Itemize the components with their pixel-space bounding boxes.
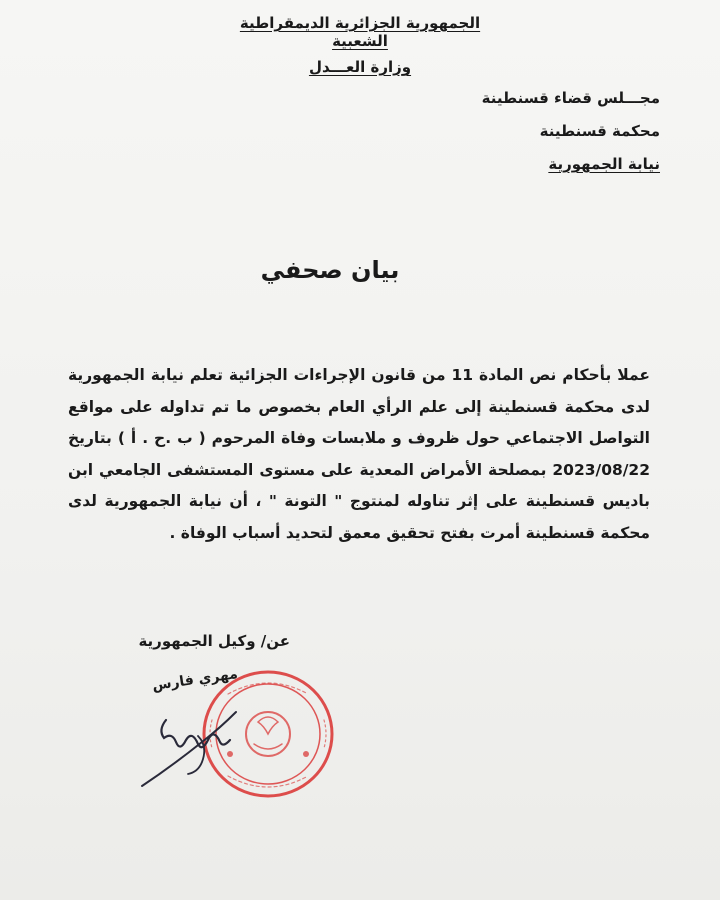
signatory-name: مهري فارس	[151, 666, 239, 694]
signature-scribble-icon	[128, 690, 248, 800]
institutions-block	[460, 82, 660, 181]
document-title: بيان صحفي	[260, 256, 400, 284]
header-ministry: وزارة العـــدل	[308, 58, 412, 76]
statement-body: عملا بأحكام نص المادة 11 من قانون الإجراءات الجزائية تعلم نيابة الجمهورية لدى محكمة قسنطينة إلى علم الرأي العام بخصوص ما تم تداوله على مواقع التواصل الاجتماعي حول ظروف و ملابسات وفاة المرحوم ( ب .ح . أ ) بتاريخ 2023/08/22 بمصلحة الأمراض المعدية على مستوى المستشفى الجامعي ابن باديس قسنطينة على إثر تناوله لمنتوج " التونة " ، أن نيابة الجمهورية لدى محكمة قسنطينة أمرت بفتح تحقيق معمق لتحديد أسباب الوفاة .	[68, 366, 650, 542]
court-name: محكمة قسنطينة	[539, 122, 660, 140]
prosecution-name: نيابة الجمهورية	[548, 155, 660, 173]
council-name: مجـــلس قضاء قسنطينة	[481, 89, 660, 107]
signature-label: عن/ وكيل الجمهورية	[138, 632, 290, 650]
header-republic: الجمهورية الجزائرية الديمقراطية الشعبية	[239, 14, 481, 50]
